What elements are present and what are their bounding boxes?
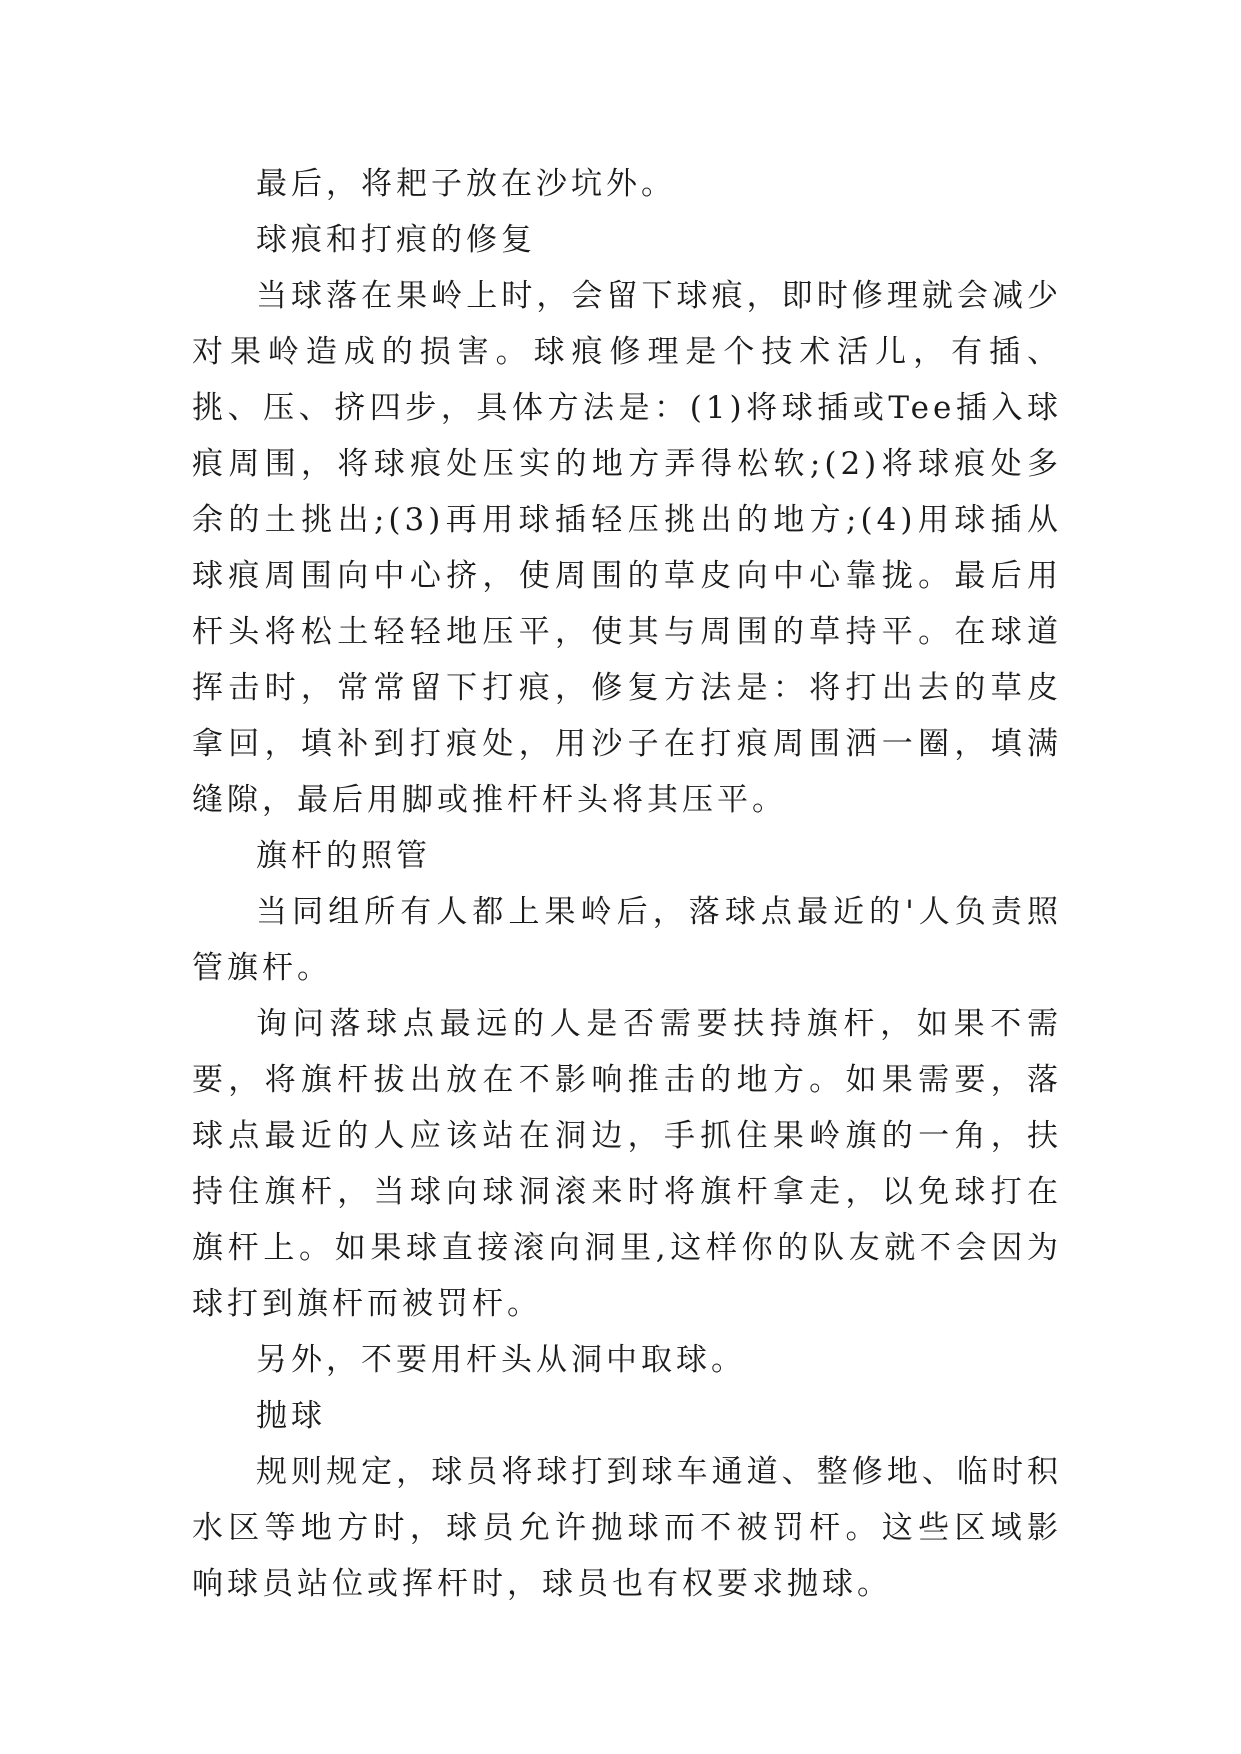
- paragraph-flagstick-ask: 询问落球点最远的人是否需要扶持旗杆，如果不需要，将旗杆拔出放在不影响推击的地方。如果需要，落球点最近的人应该站在洞边，手抓住果岭旗的一角，扶持住旗杆，当球向球洞滚来时将旗杆拿走，以免球打在旗杆上。如果球直接滚向洞里,这样你的队友就不会因为球打到旗杆而被罚杆。: [192, 1006, 1062, 1322]
- paragraph-bunker-rake: 最后，将耙子放在沙坑外。: [256, 166, 676, 202]
- document-body: [192, 156, 1062, 1612]
- section-heading-flagstick: 旗杆的照管: [256, 838, 431, 874]
- paragraph-drop-rules: 规则规定，球员将球打到球车通道、整修地、临时积水区等地方时，球员允许抛球而不被罚杆。这些区域影响球员站位或挥杆时，球员也有权要求抛球。: [192, 1454, 1062, 1602]
- section-heading-ball-mark-repair: 球痕和打痕的修复: [256, 222, 536, 258]
- paragraph-flagstick-attend: 当同组所有人都上果岭后，落球点最近的'人负责照管旗杆。: [192, 894, 1062, 986]
- paragraph-ball-retrieval: 另外，不要用杆头从洞中取球。: [256, 1342, 746, 1378]
- paragraph-ball-mark-repair: 当球落在果岭上时，会留下球痕，即时修理就会减少对果岭造成的损害。球痕修理是个技术活儿，有插、挑、压、挤四步，具体方法是：(1)将球插或Tee插入球痕周围，将球痕处压实的地方弄得松软;(2)将球痕处多余的土挑出;(3)再用球插轻压挑出的地方;(4)用球插从球痕周围向中心挤，使周围的草皮向中心靠拢。最后用杆头将松土轻轻地压平，使其与周围的草持平。在球道挥击时，常常留下打痕，修复方法是：将打出去的草皮拿回，填补到打痕处，用沙子在打痕周围洒一圈，填满缝隙，最后用脚或推杆杆头将其压平。: [192, 278, 1062, 818]
- section-heading-drop: 抛球: [256, 1398, 326, 1434]
